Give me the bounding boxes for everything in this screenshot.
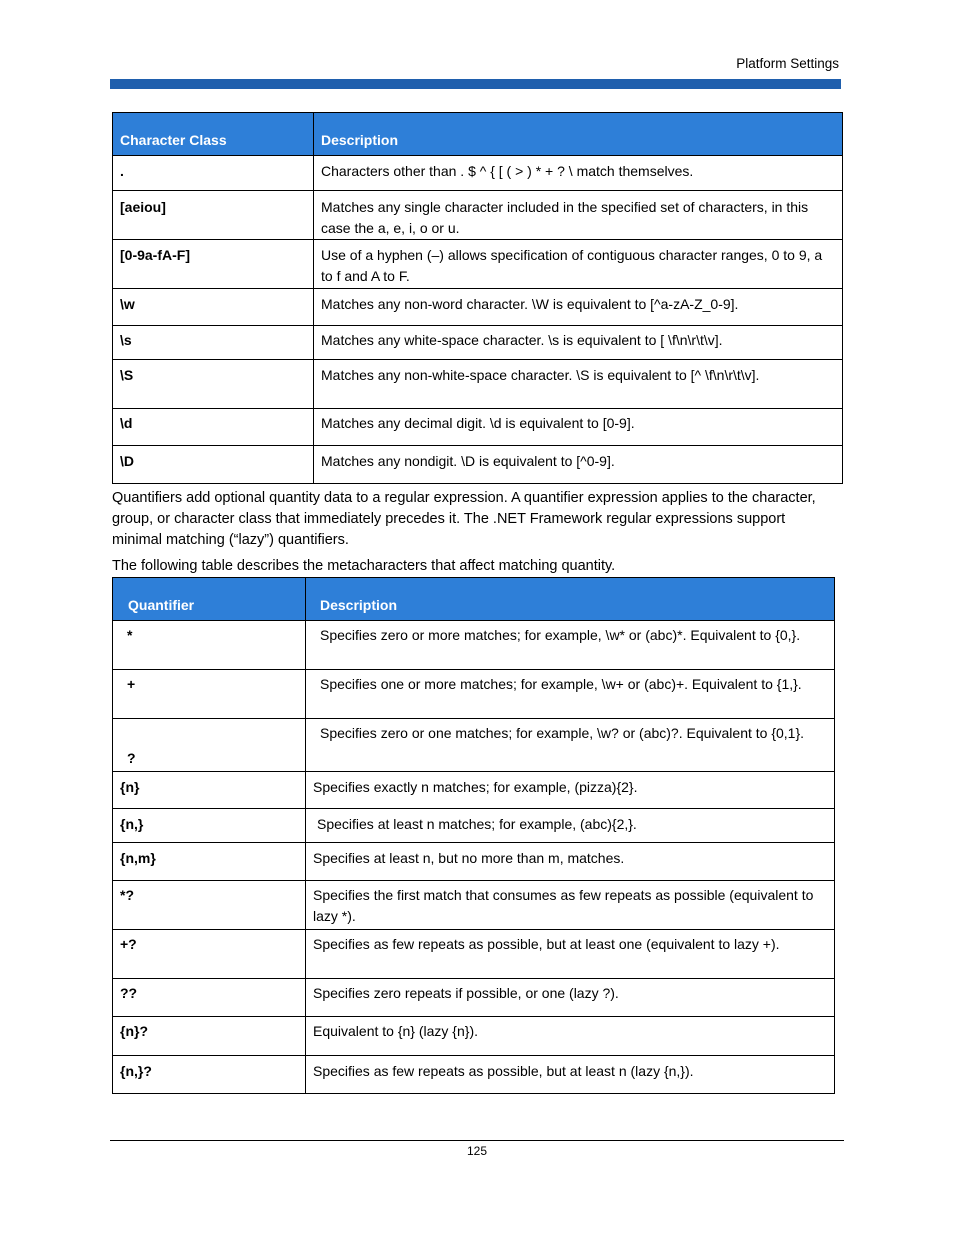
table-row (113, 772, 835, 809)
running-header: Platform Settings (736, 56, 839, 71)
description-cell: Specifies as few repeats as possible, but at least n (lazy {n,}). (306, 1056, 835, 1094)
table-row (113, 409, 843, 446)
page-number: 125 (466, 1144, 488, 1158)
table-header-row (113, 578, 835, 621)
character-class-cell: [0-9a-fA-F] (113, 240, 314, 289)
description-cell: Specifies the first match that consumes as few repeats as possible (equivalent to lazy *). (306, 881, 835, 930)
header-rule (110, 79, 841, 89)
quantifier-cell: {n,}? (113, 1056, 306, 1094)
description-cell: Matches any nondigit. \D is equivalent to [^0-9]. (314, 446, 843, 484)
description-cell: Matches any non-white-space character. \S is equivalent to [^ \f\n\r\t\v]. (314, 360, 843, 409)
table-row (113, 670, 835, 719)
table-row (113, 1017, 835, 1056)
description-cell: Specifies zero or one matches; for example, \w? or (abc)?. Equivalent to {0,1}. (306, 719, 835, 772)
character-class-cell: \s (113, 326, 314, 360)
quantifier-cell: *? (113, 881, 306, 930)
table-row (113, 979, 835, 1017)
table-header-row (113, 113, 843, 156)
table-row (113, 930, 835, 979)
column-header-quantifier: Quantifier (113, 578, 306, 621)
character-class-cell: \S (113, 360, 314, 409)
quantifier-cell: {n}? (113, 1017, 306, 1056)
table-row (113, 1056, 835, 1094)
table-row (113, 621, 835, 670)
description-cell: Specifies one or more matches; for example, \w+ or (abc)+. Equivalent to {1,}. (306, 670, 835, 719)
column-header-description: Description (314, 113, 843, 156)
quantifier-cell: + (113, 670, 306, 719)
footer-rule (110, 1140, 844, 1141)
character-class-cell: . (113, 156, 314, 191)
character-class-table (112, 112, 843, 484)
table-row (113, 719, 835, 772)
quantifier-cell: {n,m} (113, 843, 306, 881)
table-row (113, 809, 835, 843)
quantifier-cell: ?? (113, 979, 306, 1017)
table-row (113, 156, 843, 191)
quantifier-table (112, 577, 835, 1094)
character-class-cell: \d (113, 409, 314, 446)
quantifier-cell: {n,} (113, 809, 306, 843)
quantifier-cell: +? (113, 930, 306, 979)
description-cell: Matches any white-space character. \s is equivalent to [ \f\n\r\t\v]. (314, 326, 843, 360)
description-cell: Specifies zero repeats if possible, or one (lazy ?). (306, 979, 835, 1017)
description-cell: Matches any single character included in the specified set of characters, in this case the a, e, i, o or u. (314, 191, 843, 240)
table-row (113, 881, 835, 930)
character-class-cell: \w (113, 289, 314, 326)
quantifiers-paragraph: Quantifiers add optional quantity data to a regular expression. A quantifier expression applies to the character, group, or character class that immediately precedes it. The .NET Framework regular expressions support minimal matching (“lazy”) quantifiers. (112, 490, 816, 548)
table-row (113, 240, 843, 289)
table-row (113, 446, 843, 484)
column-header-description: Description (306, 578, 835, 621)
character-class-cell: \D (113, 446, 314, 484)
table-row (113, 843, 835, 881)
quantifier-cell: {n} (113, 772, 306, 809)
character-class-cell: [aeiou] (113, 191, 314, 240)
quantifier-cell: ? (113, 719, 306, 772)
table-row (113, 191, 843, 240)
description-cell: Matches any decimal digit. \d is equivalent to [0-9]. (314, 409, 843, 446)
description-cell: Specifies exactly n matches; for example, (pizza){2}. (306, 772, 835, 809)
table-row (113, 326, 843, 360)
description-cell: Specifies as few repeats as possible, but at least one (equivalent to lazy +). (306, 930, 835, 979)
description-cell: Specifies at least n, but no more than m, matches. (306, 843, 835, 881)
description-cell: Specifies zero or more matches; for example, \w* or (abc)*. Equivalent to {0,}. (306, 621, 835, 670)
quantifier-cell: * (113, 621, 306, 670)
description-cell: Equivalent to {n} (lazy {n}). (306, 1017, 835, 1056)
column-header-character-class: Character Class (113, 113, 314, 156)
description-cell: Matches any non-word character. \W is equivalent to [^a-zA-Z_0-9]. (314, 289, 843, 326)
description-cell: Characters other than . $ ^ { [ ( > ) * + ? \ match themselves. (314, 156, 843, 191)
table-row (113, 360, 843, 409)
description-cell: Specifies at least n matches; for example, (abc){2,}. (306, 809, 835, 843)
table-row (113, 289, 843, 326)
description-cell: Use of a hyphen (–) allows specification of contiguous character ranges, 0 to 9, a to f and A to F. (314, 240, 843, 289)
following-table-paragraph: The following table describes the metacharacters that affect matching quantity. (112, 558, 616, 574)
